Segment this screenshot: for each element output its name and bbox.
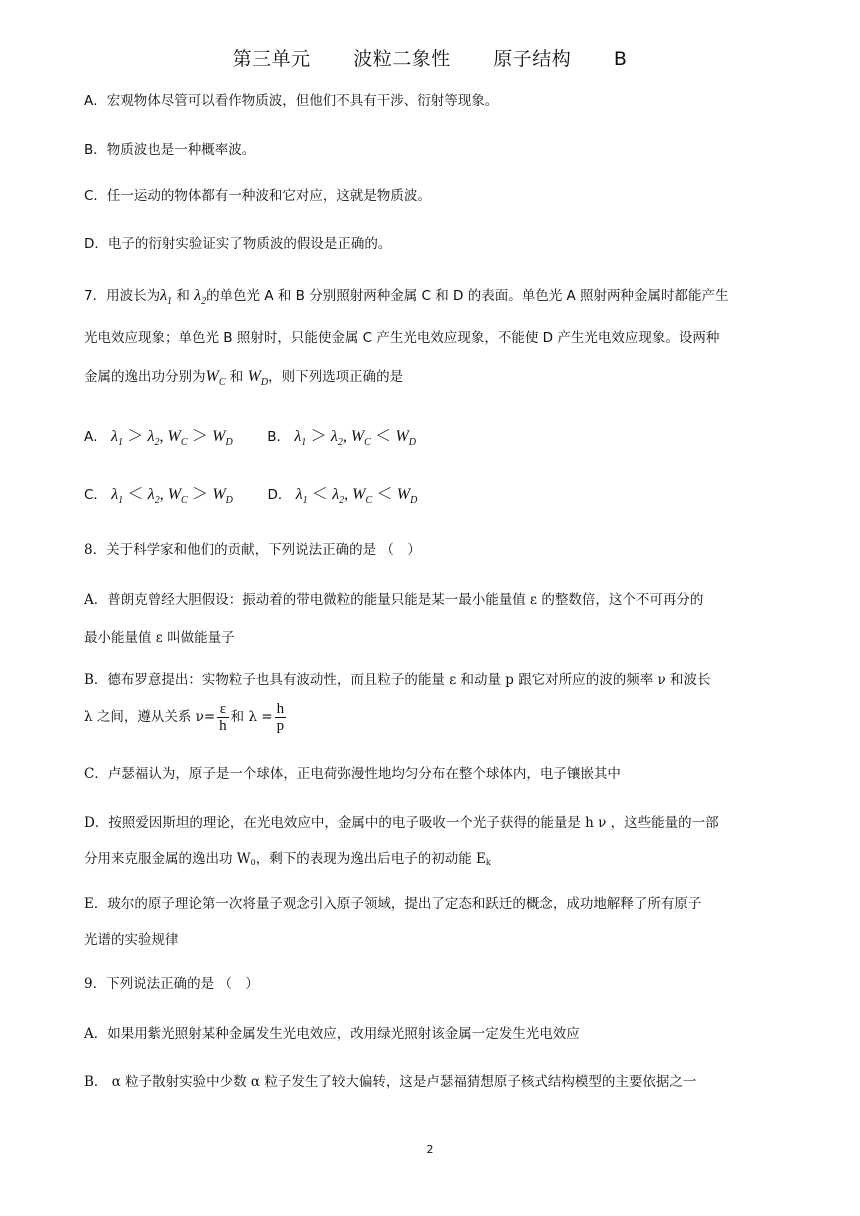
q7-option-a: A． $\lambda_1 > \lambda_2$, $W_C > W_D$ [84,428,233,448]
q7-option-b: B． $\lambda_1 > \lambda_2$, $W_C < W_D$ [267,428,417,448]
q8-option-c: C．卢瑟福认为，原子是一个球体，正电荷弥漫性地均匀分布在整个球体内，电子镶嵌其中 [84,766,621,782]
q8-option-a-line1: A．普朗克曾经大胆假设：振动着的带电微粒的能量只能是某一最小能量值 ε 的整数倍，这个不可再分的 [84,592,704,608]
q6-option-c: C．任一运动的物体都有一种波和它对应，这就是物质波。 [84,188,431,204]
q7-option-d: D． $\lambda_1 < \lambda_2$, $W_C < W_D$ [267,486,418,506]
q8-option-d-line1: D．按照爱因斯坦的理论，在光电效应中，金属中的电子吸收一个光子获得的能量是 h ν ，这些能量的一部 [84,815,719,831]
q8-stem: 8．关于科学家和他们的贡献，下列说法正确的是 （ ） [84,542,421,558]
page-header [0,44,860,71]
q9-option-a: A．如果用紫光照射某种金属发生光电效应，改用绿光照射该金属一定发生光电效应 [84,1026,580,1042]
q9-option-b: B． α 粒子散射实验中少数 α 粒子发生了较大偏转，这是卢瑟福猜想原子核式结构模型的主要依据之一 [84,1074,697,1090]
q8-option-b-line1: B．德布罗意提出：实物粒子也具有波动性，而且粒子的能量 ε 和动量 p 跟它对所应的波的频率 ν 和波长 [84,672,711,688]
header-topic1: 波粒二象性 [353,48,451,70]
q9-stem: 9．下列说法正确的是 （ ） [84,976,259,992]
q8-option-a-line2: 最小能量值 ε 叫做能量子 [84,630,235,646]
q8-option-b-line2: λ 之间，遵从关系 ν= $\frac{\varepsilon}{h}$ 和 λ = $\frac{h}{p}$ [84,701,285,734]
q8-option-e-line2: 光谱的实验规律 [84,932,179,948]
fraction-epsilon-over-h: $\frac{\varepsilon}{h}$ [219,701,227,734]
q8-option-e-line1: E．玻尔的原子理论第一次将量子观念引入原子领域，提出了定态和跃迁的概念，成功地解释了所有原子 [84,896,702,912]
lambda-2: $\lambda_2$ [194,287,207,307]
q7-options-ab [84,428,784,452]
header-topic2: 原子结构 [493,48,572,70]
header-unit: 第三单元 [232,48,311,70]
q7-line2: 光电效应现象；单色光 B 照射时，只能使金属 C 产生光电效应现象，不能使 D 产生光电效应现象。设两种 [84,330,720,346]
q7-line3: 金属的逸出功分别为$W_C$ 和 $W_D$，则下列选项正确的是 [84,368,404,388]
q6-option-a: A．宏观物体尽管可以看作物质波，但他们不具有干涉、衍射等现象。 [84,93,499,109]
fraction-h-over-p: $\frac{h}{p}$ [276,701,285,734]
header-version: B [613,48,628,70]
q7-options-cd [84,486,784,510]
q7-option-c: C． $\lambda_1 < \lambda_2$, $W_C > W_D$ [84,486,233,506]
q6-option-d: D．电子的衍射实验证实了物质波的假设是正确的。 [84,236,392,252]
w-c: $W_C$ [205,368,226,388]
q7-line1: 7．用波长为$\lambda_1$ 和 $\lambda_2$的单色光 A 和 B 分别照射两种金属 C 和 D 的表面。单色光 A 照射两种金属时都能产生 [84,287,729,307]
q8-option-d-line2: 分用来克服金属的逸出功 W0，剩下的表现为逸出后电子的初动能 Ek [84,851,491,867]
w-d: $W_D$ [247,368,269,388]
q6-option-b: B．物质波也是一种概率波。 [84,142,256,158]
lambda-1: $\lambda_1$ [160,287,173,307]
page-number: 2 [426,1143,434,1156]
